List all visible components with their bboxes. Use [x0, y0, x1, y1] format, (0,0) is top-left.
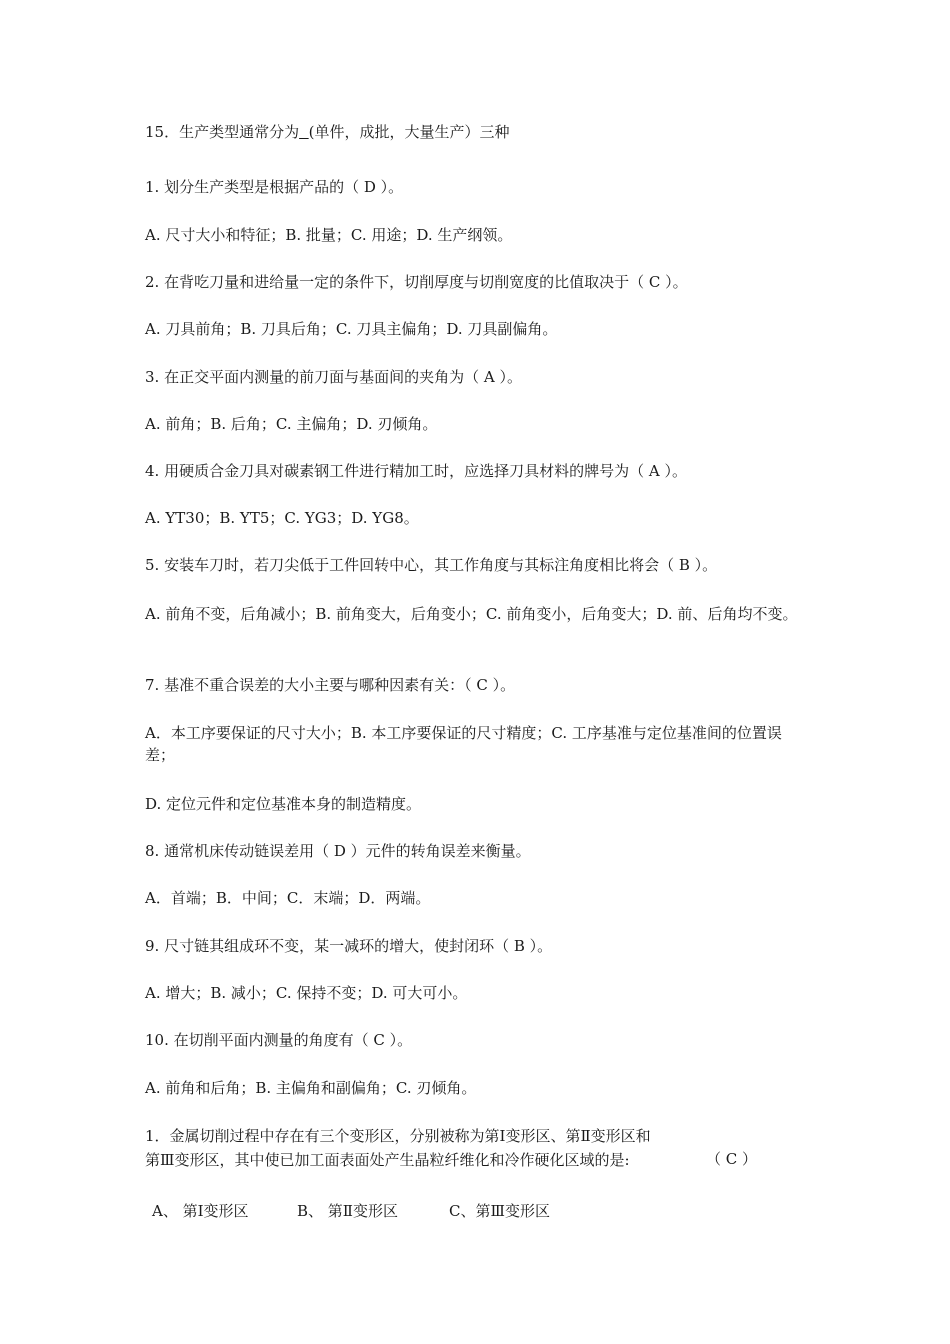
option-b: B、 第Ⅱ变形区 [297, 1202, 398, 1220]
question-10-options: A. 前角和后角；B. 主偏角和副偏角；C. 刃倾角。 [145, 1079, 477, 1097]
question-2: 2. 在背吃刀量和进给量一定的条件下，切削厚度与切削宽度的比值取决于（ C ）。 [145, 273, 688, 291]
question-7: 7. 基准不重合误差的大小主要与哪种因素有关：（ C ）。 [145, 676, 516, 694]
question-4: 4. 用硬质合金刀具对碳素钢工件进行精加工时，应选择刀具材料的牌号为（ A ）。 [145, 462, 687, 480]
question-1-options: A. 尺寸大小和特征；B. 批量；C. 用途；D. 生产纲领。 [145, 226, 513, 244]
question-3: 3. 在正交平面内测量的前刀面与基面间的夹角为（ A ）。 [145, 368, 522, 386]
question-8: 8. 通常机床传动链误差用（ D ）元件的转角误差来衡量。 [145, 842, 531, 860]
question-9-options: A. 增大；B. 减小；C. 保持不变；D. 可大可小。 [145, 984, 468, 1002]
question-7-options: A．本工序要保证的尺寸大小；B. 本工序要保证的尺寸精度；C. 工序基准与定位基准间的位置误差； [145, 724, 782, 764]
option-c: C、第Ⅲ变形区 [449, 1202, 550, 1220]
question-9: 9. 尺寸链其组成环不变，某一减环的增大，使封闭环（ B ）。 [145, 937, 553, 955]
question-deformation-zone-answer: （ C ） [706, 1150, 758, 1168]
question-deformation-zone: 1．金属切削过程中存在有三个变形区，分别被称为第Ⅰ变形区、第Ⅱ变形区和第Ⅲ变形区，其中使已加工面表面处产生晶粒纤维化和冷作硬化区域的是: [145, 1127, 651, 1169]
question-8-options: A．首端；B．中间；C．末端；D．两端。 [145, 889, 431, 907]
question-2-options: A. 刀具前角；B. 刀具后角；C. 刀具主偏角；D. 刀具副偏角。 [145, 320, 558, 338]
question-5: 5. 安装车刀时，若刀尖低于工件回转中心，其工作角度与其标注角度相比将会（ B ）。 [145, 556, 718, 574]
question-7-option-d: D. 定位元件和定位基准本身的制造精度。 [145, 795, 422, 813]
option-a: A、 第Ⅰ变形区 [152, 1202, 249, 1220]
question-3-options: A. 前角；B. 后角；C. 主偏角；D. 刃倾角。 [145, 415, 438, 433]
question-4-options: A. YT30；B. YT5；C. YG3；D. YG8。 [145, 509, 419, 527]
question-10: 10. 在切削平面内测量的角度有（ C ）。 [145, 1031, 413, 1049]
question-15-answer: (单件，成批，大量生产）三种 [308, 123, 510, 141]
question-5-options: A. 前角不变，后角减小；B. 前角变大，后角变小；C. 前角变小，后角变大；D. 前、后角均不变。 [145, 605, 798, 623]
question-15-stem: 15．生产类型通常分为 [145, 123, 300, 141]
question-15-blank [299, 123, 309, 141]
question-15 [145, 122, 810, 142]
question-1: 1. 划分生产类型是根据产品的（ D ）。 [145, 178, 404, 196]
